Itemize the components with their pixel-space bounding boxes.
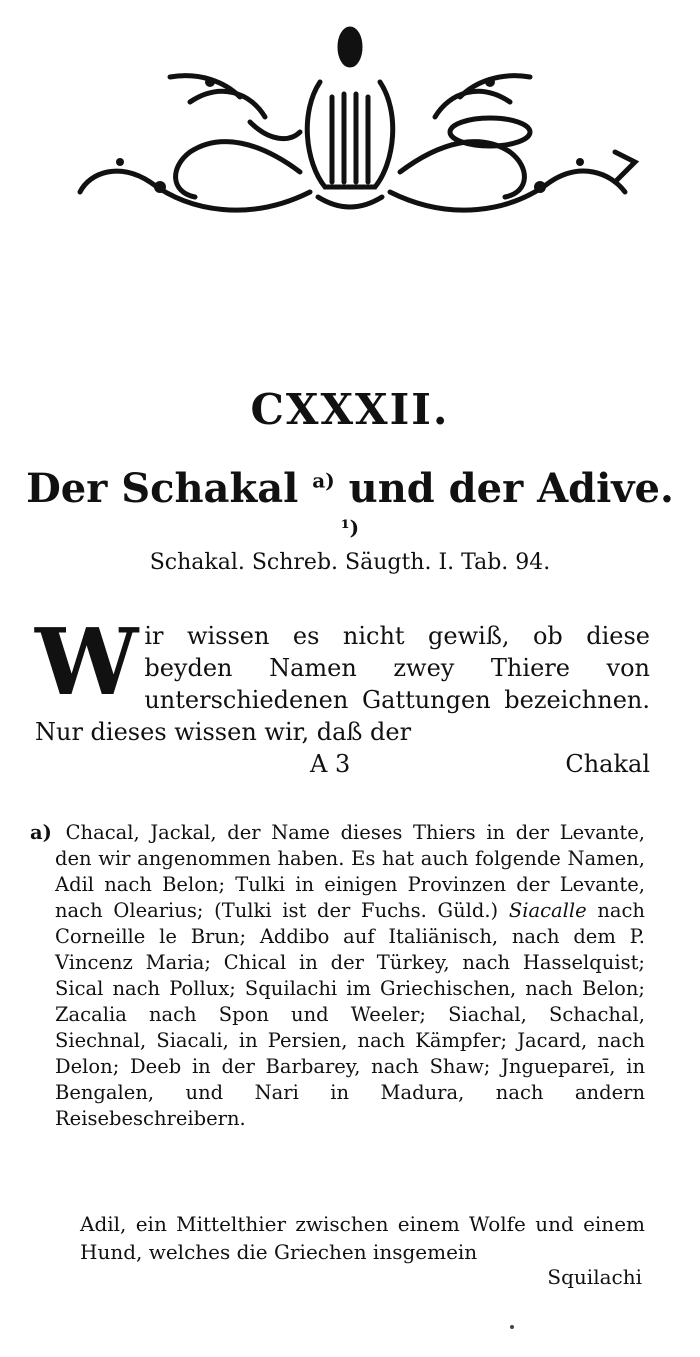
body-text: ir wissen es nicht gewiß, ob diese beyden Namen zwey Thiere von unterschiedenen Gattungen bezeichnen. Nur dieses wissen wir, daß der (35, 622, 650, 746)
chapter-number: CXXXII. (250, 385, 450, 434)
catchword: Chakal (565, 750, 650, 778)
body-paragraph (35, 608, 650, 748)
footnote-a (30, 820, 645, 1132)
footnote-text-2: nach Corneille le Brun; Addibo auf Italiänisch, nach dem P. Vincenz Maria; Chical in der Türkey, nach Hasselquist; Sical nach Pollux; Squilachi im Griechischen, nach Belon; Zacalia nach Spon und Weeler; Siachal, Schachal, Siechnal, Siacali, in Persien, nach Kämpfer; Jacard, nach Delon; Deeb in der Barbarey, nach Shaw; Jnguepareī, in Bengalen, und Nari in Madura, nach andern Reisebeschreibern. (55, 899, 645, 1130)
title-text: Der Schakal (26, 465, 299, 512)
footnote-text-1: Chacal, Jackal, der Name dieses Thiers in der Levante, den wir angenommen haben. Es hat auch folgende Namen, Adil nach Belon; Tulki in einigen Provinzen der Levante, nach Olearius; (Tulki ist der Fuchs. Güld.) (55, 821, 645, 922)
page-signature: A 3 (310, 750, 351, 778)
chapter-title (20, 465, 680, 559)
footnote-marker: a) (30, 821, 52, 844)
title-middle: und der Adive. (348, 465, 674, 512)
lyre-ornament-icon (50, 22, 650, 242)
footnote-italic: Siacalle (508, 899, 587, 922)
subtitle-reference: Schakal. Schreb. Säugth. I. Tab. 94. (149, 550, 551, 575)
ink-speck (510, 1325, 514, 1329)
catchword-bottom: Squilachi (547, 1265, 642, 1289)
footnote-ref-1: ¹) (340, 515, 360, 540)
footnote-second-paragraph: Adil, ein Mittelthier zwischen einem Wolfe und einem Hund, welches die Griechen insgemein (80, 1212, 645, 1264)
drop-cap: W (35, 608, 139, 716)
footnote-ref-a: a) (312, 468, 335, 493)
